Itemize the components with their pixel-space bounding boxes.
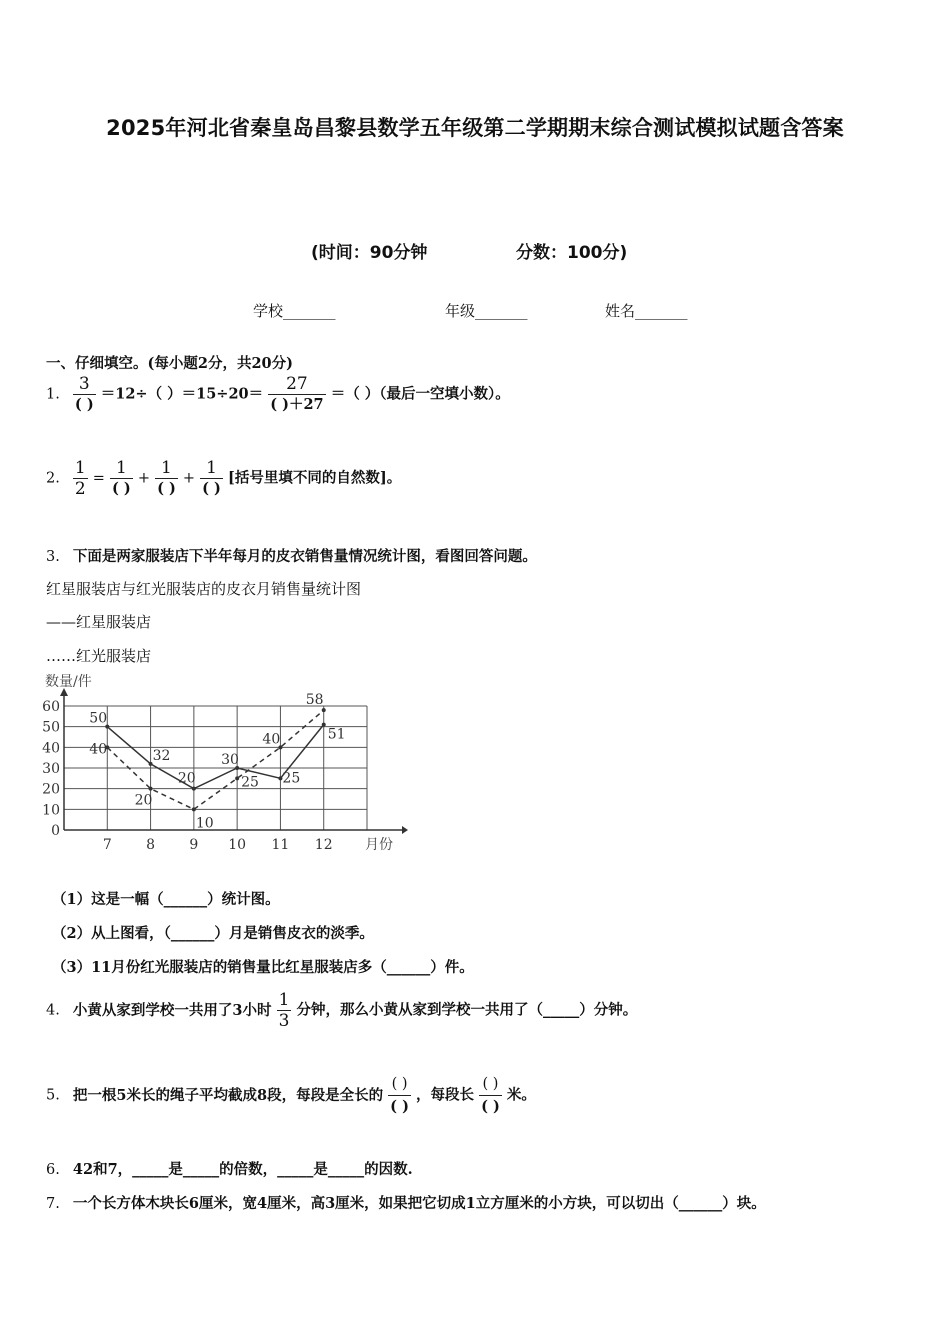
y-axis-label: 数量/件 <box>45 674 92 690</box>
question-number: 5. <box>46 1087 60 1104</box>
fraction <box>479 1073 502 1118</box>
question-text: ，每段长 <box>416 1086 474 1104</box>
data-label: 32 <box>152 747 171 764</box>
question-text: 42和7，_____是_____的倍数，_____是_____的因数. <box>72 1161 413 1178</box>
x-tick-label: 12 <box>314 837 333 853</box>
name-field: 姓名_______ <box>605 302 688 320</box>
exam-score: 分数：100分) <box>516 243 628 263</box>
fraction <box>73 458 88 499</box>
fraction <box>277 990 292 1031</box>
line-chart <box>40 668 420 860</box>
y-tick-label: 50 <box>42 719 60 736</box>
fraction <box>268 374 325 415</box>
question-text: 把一根5米长的绳子平均截成8段，每段是全长的 <box>72 1086 384 1104</box>
chart-title: 红星服装店与红光服装店的皮衣月销售量统计图 <box>46 580 362 598</box>
x-axis-label: 月份 <box>365 837 393 853</box>
question-number: 2. <box>46 470 60 487</box>
fraction-denominator: ( )＋27 <box>270 396 324 413</box>
question-3-sub3: （3）11月份红光服装店的销售量比红星服装店多（______）件。 <box>52 959 474 976</box>
question-number: 7. <box>46 1196 60 1212</box>
section-title: 一、仔细填空。(每小题2分，共20分) <box>46 355 293 372</box>
fraction-numerator: 27 <box>268 374 325 395</box>
fraction-denominator: ( ) <box>112 480 131 497</box>
fraction <box>200 458 223 499</box>
x-tick-label: 7 <box>102 837 112 853</box>
data-label: 40 <box>89 741 108 758</box>
question-6 <box>46 1158 413 1179</box>
data-label: 40 <box>262 731 281 748</box>
data-label: 50 <box>89 710 108 727</box>
fraction <box>73 374 96 415</box>
y-tick-label: 30 <box>42 761 60 777</box>
fraction-numerator: 1 <box>155 458 178 479</box>
question-4 <box>46 990 637 1031</box>
legend-solid: ——红星服装店 <box>46 613 152 631</box>
fraction-numerator: 1 <box>200 458 223 479</box>
fraction-denominator: ( ) <box>390 1098 409 1115</box>
data-label: 25 <box>282 770 301 787</box>
fraction-denominator: ( ) <box>202 480 221 497</box>
data-point <box>322 723 326 727</box>
question-1 <box>46 374 510 415</box>
fraction <box>110 458 133 499</box>
question-text: 一个长方体木块长6厘米，宽4厘米，高3厘米，如果把它切成1立方厘米的小方块，可以切出（______）块。 <box>72 1195 766 1212</box>
x-tick-label: 8 <box>146 837 156 853</box>
y-tick-label: 0 <box>51 823 60 839</box>
legend-dashed: ……红光服装店 <box>46 647 152 665</box>
question-5 <box>46 1073 536 1118</box>
x-axis-arrow <box>402 826 408 834</box>
data-label: 30 <box>221 752 239 768</box>
data-label: 10 <box>195 815 214 832</box>
question-text: [括号里填不同的自然数]。 <box>227 469 402 487</box>
y-tick-label: 10 <box>42 802 60 819</box>
fraction-denominator: ( ) <box>481 1098 500 1115</box>
data-label: 25 <box>241 774 259 791</box>
fraction-denominator: 3 <box>278 1011 290 1031</box>
data-label: 58 <box>305 692 324 709</box>
question-text: ＝（ ）（最后一空填小数）。 <box>330 385 510 403</box>
question-text: 米。 <box>506 1086 536 1104</box>
exam-time: (时间：90分钟 <box>311 243 428 263</box>
x-tick-label: 9 <box>189 837 199 853</box>
school-field: 学校_______ <box>253 302 336 320</box>
data-point <box>235 776 239 780</box>
data-point <box>149 787 153 791</box>
fraction-denominator: ( ) <box>74 396 94 413</box>
page-title: 2025年河北省秦皇岛昌黎县数学五年级第二学期期末综合测试模拟试题含答案 <box>106 116 844 140</box>
data-point <box>192 787 196 791</box>
question-3-sub1: （1）这是一幅（______）统计图。 <box>52 891 280 908</box>
question-3-sub2: （2）从上图看，（______）月是销售皮衣的淡季。 <box>52 925 374 942</box>
fraction-denominator: ( ) <box>157 480 176 497</box>
question-2: 2. $\frac{1}{2}$ = $\frac{1}{( )}$ + $\frac{1}{( )}$ + $\frac{1}{( )}$ [括号里填不同的自然数]。 <box>46 458 402 499</box>
fraction-numerator: ( ) <box>388 1073 411 1096</box>
question-number: 4. <box>46 1002 60 1019</box>
data-label: 51 <box>327 726 346 743</box>
fraction-numerator: 1 <box>278 990 290 1010</box>
y-tick-label: 20 <box>42 781 60 798</box>
question-text: 分钟，那么小黄从家到学校一共用了（_____）分钟。 <box>296 1001 638 1019</box>
y-tick-label: 60 <box>42 699 60 715</box>
question-number: 3. <box>46 549 60 565</box>
question-7 <box>46 1192 766 1213</box>
fraction-numerator: 3 <box>73 374 96 395</box>
fraction-numerator: 1 <box>110 458 133 479</box>
question-number: 1. <box>46 386 60 403</box>
fraction <box>155 458 178 499</box>
fraction-denominator: 2 <box>74 479 86 499</box>
x-tick-label: 10 <box>228 837 247 853</box>
data-point <box>192 807 196 811</box>
x-tick-label: 11 <box>271 837 290 853</box>
question-number: 6. <box>46 1162 60 1178</box>
data-label: 20 <box>134 792 153 809</box>
question-text: ＝12÷（ ）＝15÷20＝ <box>100 385 264 403</box>
question-3 <box>46 545 537 566</box>
data-point <box>322 708 326 712</box>
fraction-numerator: 1 <box>74 458 86 478</box>
fraction-numerator: ( ) <box>479 1073 502 1096</box>
fraction <box>388 1073 411 1118</box>
grade-field: 年级_______ <box>445 302 528 320</box>
question-text: 小黄从家到学校一共用了3小时 <box>72 1001 272 1019</box>
data-label: 20 <box>177 770 196 787</box>
question-text: 下面是两家服装店下半年每月的皮衣销售量情况统计图，看图回答问题。 <box>72 548 537 565</box>
y-tick-label: 40 <box>42 740 60 757</box>
